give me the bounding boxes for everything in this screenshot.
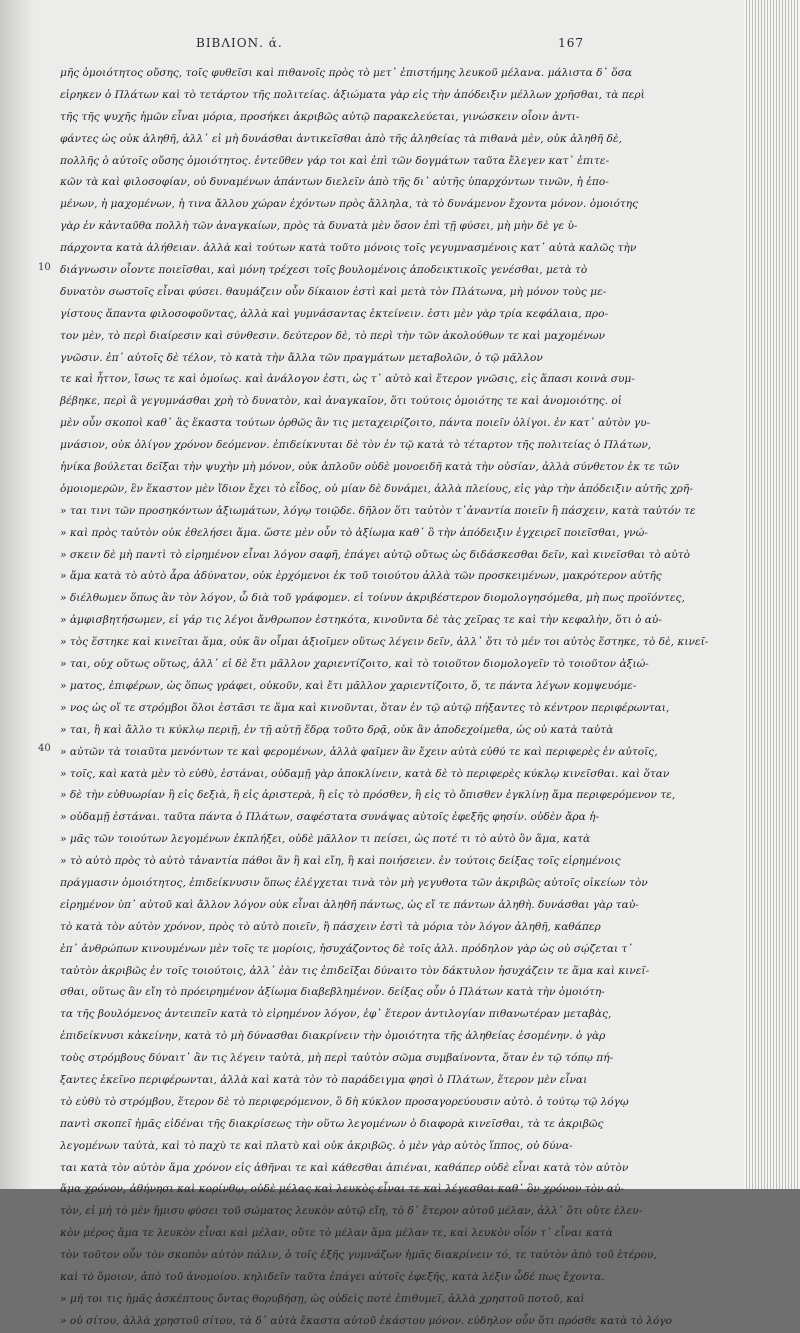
text-line: τα τῆς βουλόμενος ἀντειπεῖν κατὰ τὸ εἰρημένον λόγον, ἐφ᾽ ἕτερον ἀντιλογίαν πιθανωτέραν μεταβὰς,	[60, 1008, 612, 1021]
text-line: κῶν τὰ καὶ φιλοσοφίαν, οὐ δυναμένων ἀπάντων διελεῖν ἀπὸ τῆς δι᾽ αὐτῆς ὑπαρχόντων τινῶν, ἡ ἐπο-	[60, 176, 609, 189]
text-line: κὸν μέρος ἅμα τε λευκὸν εἶναι καὶ μέλαν, οὔτε τὸ μέλαν ἅμα μέλαν τε, καὶ λευκὸν οἷόν τ᾽ εἶναι κατὰ	[60, 1227, 613, 1240]
text-line: ται κατὰ τὸν αὐτὸν ἅμα χρόνον εἰς ἀθῆναι τε καὶ κάθεσθαι ἀπιέναι, καθάπερ οὐδὲ εἶναι κατὰ τὸν αὐτὸν	[60, 1161, 629, 1174]
text-line: δυνατὸν σωστοῖς εἶναι φύσει. θαυμάζειν οὖν δίκαιον ἐστὶ καὶ μετὰ τὸν Πλάτωνα, μὴ μόνον τοὺς με-	[60, 285, 607, 298]
text-line: τὸ εὐθὺ τὸ στρόμβου, ἕτερον δὲ τὸ περιφερόμενον, ὃ δὴ κύκλον προσαγορεύουσιν αὐτὸ. ὁ τούτῳ τῷ λόγῳ	[60, 1095, 629, 1108]
text-line: βέβηκε, περὶ ἃ γεγυμνάσθαι χρὴ τὸ δυνατὸν, καὶ ἀναγκαῖον, ὅτι τούτοις ὁμοιότης τε καὶ ἀνομοιότης. οἱ	[60, 395, 622, 408]
text-line: μὲν οὖν σκοποὶ καθ᾽ ἃς ἕκαστα τούτων ὀρθῶς ἂν τις μεταχειρίζοιτο, πάντα ποιεῖν ὀλίγοι. ἐν κατ᾽ αὐτὸν γυ-	[60, 417, 651, 430]
text-line: » διέλθωμεν ὅπως ἂν τὸν λόγον, ὧ διὰ τοῦ γράφομεν. εἰ τοίνυν ἀκριβέστερον διομολογησόμεθα, μὴ πως προϊόντες,	[60, 592, 685, 605]
text-line: φάντες ὡς οὐκ ἀληθῆ, ἀλλ᾽ εἰ μὴ δυνάσθαι ἀντικεῖσθαι ἀπὸ τῆς ἀληθείας τὰ πιθανὰ μὲν, οὐκ ἀληθῆ δὲ,	[60, 132, 622, 145]
text-line: γὰρ ἐν κἀνταῦθα πολλὴ τῶν ἀναγκαίων, πρὸς τὰ δυνατὰ μὲν ὅσον ἐπὶ τῇ φύσει, μὴ μὴν δὲ γε ὑ-	[60, 220, 578, 233]
text-line: εἰρημένον ὑπ᾽ αὐτοῦ καὶ ἄλλον λόγον οὐκ εἶναι ἀληθῆ πάντως, ὡς εἴ τε πάντων ἀληθὴ. δυνάσθαι γὰρ ταὐ-	[60, 898, 639, 911]
text-line: παντὶ σκοπεῖ ἡμᾶς εἰδέναι τῆς διακρίσεως τὴν οὕτω λεγομένων ὁ διαφορὰ κινεῖσθαι, τὰ τε ἀκριβῶς	[60, 1117, 604, 1130]
margin-line-number-10: 10	[38, 262, 51, 273]
text-line: τὸν, εἰ μή τὸ μὲν ἥμισυ φύσει τοῦ σώματος λευκὸν αὐτῷ εἴη, τὸ δ᾽ ἕτερον αὐτοῦ μέλαν, ἀλλ᾽ ὅτι οὔτε ἐλευ-	[60, 1205, 643, 1218]
margin-line-number-40: 40	[38, 743, 51, 754]
text-line: » μή τοι τις ἡμᾶς ἀσκέπτους ὄντας θορυβήσῃ, ὡς οὐδεὶς ποτὲ ἐπιθυμεῖ, ἀλλὰ χρηστοῦ ποτοῦ, καὶ	[60, 1292, 585, 1305]
text-line: » τὸ αὐτὸ πρὸς τὸ αὐτὸ τἀναντία πάθοι ἂν ἢ καὶ εἴη, ἢ καὶ ποιήσειεν. ἐν τούτοις δείξας τοῖς εἰρημένοις	[60, 855, 621, 868]
text-line: » ἀμφισβητήσωμεν, εἰ γάρ τις λέγοι ἄνθρωπον ἑστηκότα, κινοῦντα δὲ τὰς χεῖρας τε καὶ τὴν κεφαλὴν, ὅτι ὁ αὐ-	[60, 614, 662, 627]
text-line: μένων, ἡ μαχομένων, ἡ τινα ἄλλου χώραν ἐχόντων πρὸς ἄλληλα, τὰ τὸ δυνάμενον ἔχοντα μόνον. ὁμοιότης	[60, 198, 639, 211]
text-line: τῆς τῆς ψυχῆς ἡμῶν εἶναι μόρια, προσήκει ἀκριβῶς αὐτῷ παρακελεύεται, γινώσκειν οἷοιν ἀντι-	[60, 110, 580, 123]
text-line: » τὸς ἕστηκε καὶ κινεῖται ἅμα, οὐκ ἂν οἶμαι ἀξιοῖμεν οὕτως λέγειν δεῖν, ἀλλ᾽ ὅτι τὸ μέν τοι αὐτὸς ἕστηκε, τὸ δὲ, κινεῖ-	[60, 636, 709, 649]
text-line: πράγμασιν ὁμοιότητος, ἐπιδείκνυσιν ὅπως ἐλέγχεται τινὰ τὸν μὴ γεγυθοτα τῶν ἀκριβῶς αὐτοῖς οἰκείων τὸν	[60, 876, 648, 889]
text-line: » ἅμα κατὰ τὸ αὐτὸ ἆρα ἀδύνατον, οὐκ ἐρχόμενοι ἐκ τοῦ τοιούτου ἀλλὰ τῶν προσκειμένων, μακρότερον αὐτῆς	[60, 570, 662, 583]
text-line: γίστους ἅπαντα φιλοσοφοῦντας, ἀλλὰ καὶ γυμνάσαντας ἐκτείνειν. ἐστι μὲν γὰρ τρία κεφάλαια, προ-	[60, 307, 609, 320]
text-line: καὶ τὸ ὅμοιον, ἀπὸ τοῦ ἀνομοίου. κηλιδεῖν ταῦτα ἐπάγει αὐτοῖς ἐφεξῆς, κατὰ λέξιν ὧδέ πως ἔχοντα.	[60, 1270, 605, 1283]
body-text	[60, 63, 709, 1333]
text-line: σθαι, οὕτως ἂν εἴη τὸ πρόειρημένον ἀξίωμα διαβεβλημένον. δείξας οὖν ὁ Πλάτων κατὰ τὴν ὁμοιότη-	[60, 986, 605, 999]
text-line: » ται τινι τῶν προσηκόντων ἀξιωμάτων, λόγῳ τοιῷδε. δῆλον ὅτι ταὐτὸν τ᾽ἀναντία ποιεῖν ἢ πάσχειν, κατὰ ταὐτόν τε	[60, 504, 696, 517]
text-line: μνάσιον, οὐκ ὀλίγον χρόνον δεόμενον. ἐπιδείκνυται δὲ τὸν ἐν τῷ κατὰ τὸ τέταρτον τῆς πολιτείας ὁ Πλάτων,	[60, 439, 652, 452]
text-line: ὁμοιομερῶν, ἓν ἕκαστον μὲν ἴδιον ἔχει τὸ εἶδος, οὐ μίαν δὲ δυνάμει, ἀλλὰ πλείους, εἰς γὰρ τὴν ἀπόδειξιν αὐτῆς χρῆ-	[60, 482, 693, 495]
page-edges	[744, 0, 800, 1189]
gutter-shadow	[0, 0, 34, 1189]
text-line: ἐπιδείκνυσι κἀκείνην, κατὰ τὸ μὴ δύνασθαι διακρίνειν τὴν ὁμοιότητα τῆς ἀληθείας ἐσομένην. ὁ γὰρ	[60, 1030, 606, 1043]
text-line: » οὐδαμῇ ἑστάναι. ταῦτα πάντα ὁ Πλάτων, σαφέστατα συνάψας αὐτοῖς ἐφεξῆς φησίν. οὐδὲν ἄρα ἡ-	[60, 811, 600, 824]
text-line: » καὶ πρὸς ταὐτὸν οὐκ ἐθελήσει ἅμα. ὥστε μὲν οὖν τὸ ἀξίωμα καθ᾽ ὃ τὴν ἀπόδειξιν ἐγχειρεῖ ποιεῖσθαι, γνώ-	[60, 526, 648, 539]
text-line: εἰρηκεν ὁ Πλάτων καὶ τὸ τετάρτον τῆς πολιτείας. ἀξιώματα γὰρ εἰς τὴν ἀπόδειξιν μέλλων χρῆσθαι, τὰ περὶ	[60, 88, 645, 101]
text-line: » νος ὡς οἵ τε στρόμβοι ὅλοι ἑστᾶσι τε ἅμα καὶ κινοῦνται, ὅταν ἐν τῷ αὐτῷ πήξαντες τὸ κέντρον περιφέρωνται,	[60, 701, 670, 714]
text-line: ταὐτὸν ἀκριβῶς ἐν τοῖς τοιούτοις, ἀλλ᾽ ἐὰν τις ἐπιδεῖξαι δύναιτο τὸν δάκτυλον ἡσυχάζειν τε ἅμα καὶ κινεῖ-	[60, 964, 650, 977]
text-line: τὸν τοῦτον οὖν τὸν σκοπὸν αὐτὸν πάλιν, ὁ τοῖς ἑξῆς γυμνάζων ἡμᾶς διακρίνειν τό, τε ταὐτὸν ἀπὸ τοῦ ἑτέρου,	[60, 1249, 657, 1262]
text-line: ἡνίκα βούλεται δεῖξαι τὴν ψυχὴν μὴ μόνον, οὐκ ἀπλοῦν οὐδὲ μονοειδῆ κατὰ τὴν οὐσίαν, ἀλλὰ σύνθετον ἐκ τε τῶν	[60, 461, 680, 474]
text-line: πολλῆς ὁ αὐτοῖς οὔσης ὁμοιότητος. ἐντεῦθεν γάρ τοι καὶ ἐπὶ τῶν δογμάτων ταῦτα ἔλεγεν κατ᾽ ἐπιτε-	[60, 154, 610, 167]
text-line: γνῶσιν. ἐπ᾽ αὐτοῖς δὲ τέλον, τὸ κατὰ τὴν ἄλλα τῶν πραγμάτων μεταβολῶν, ὁ τῷ μᾶλλον	[60, 351, 543, 364]
text-line: » ματος, ἐπιφέρων, ὡς ὅπως γράφει, οὐκοῦν, καὶ ἔτι μᾶλλον χαριεντίζοιτο, ὅ, τε πάντα λέγων κομψευόμε-	[60, 679, 637, 692]
text-line: ἅμα χρόνον, ἀθήνησι καὶ κορίνθῳ, οὐδὲ μέλας καὶ λευκὸς εἶναι τε καὶ λέγεσθαι καθ᾽ ὃν χρόνον τὸν αὐ-	[60, 1183, 624, 1196]
text-line: τε καὶ ἧττον, ἴσως τε καὶ ὁμοίως. καὶ ἀνάλογον ἐστι, ὡς τ᾽ αὐτὸ καὶ ἕτερον γνῶσις, εἰς ἅπασι κοινὰ συμ-	[60, 373, 635, 386]
text-line: » οὐ σίτου, ἀλλὰ χρηστοῦ σίτου, τὰ δ᾽ αὐτὰ ἕκαστα αὐτοῦ ἑκάστου μόνον. εὐδηλον οὖν ὅτι πρόσθε κατὰ τὸ λόγο	[60, 1314, 673, 1327]
running-title: ΒΙΒΛΙΟΝ. ά.	[196, 36, 283, 50]
text-line: » τοῖς, καὶ κατὰ μὲν τὸ εὐθὺ, ἑστάναι, οὐδαμῇ γὰρ ἀποκλίνειν, κατὰ δὲ τὸ περιφερὲς κύκλῳ κινεῖσθαι. καὶ ὅταν	[60, 767, 670, 780]
text-line: πάρχοντα κατὰ ἀλήθειαν. ἀλλὰ καὶ τούτων κατὰ τοῦτο μόνοις τοῖς γεγυμνασμένοις κατ᾽ αὐτὰ καλῶς τὴν	[60, 242, 637, 255]
text-line: τοὺς στρόμβους δύναιτ᾽ ἂν τις λέγειν ταὐτὰ, μὴ περὶ ταὐτὸν σῶμα συμβαίνοντα, ὅταν ἐν τῷ τόπῳ πή-	[60, 1052, 614, 1065]
text-line: τὸ κατὰ τὸν αὐτὸν χρόνον, πρὸς τὸ αὐτὸ ποιεῖν, ἢ πάσχειν ἐστὶ τὰ μόρια τὸν λόγον ἀληθῆ, καθάπερ	[60, 920, 601, 933]
text-line: » αὐτῶν τὰ τοιαῦτα μενόντων τε καὶ φερομένων, ἀλλὰ φαῖμεν ἂν ἔχειν αὐτὰ εὐθύ τε καὶ περιφερὲς ἐν αὐτοῖς,	[60, 745, 658, 758]
text-line: διάγνωσιν οἷοντε ποιεῖσθαι, καὶ μόνη τρέχεσι τοῖς βουλομένοις ἀποδεικτικοῖς γενέσθαι, μετὰ τὸ	[60, 264, 588, 277]
text-line: τον μὲν, τὸ περὶ διαίρεσιν καὶ σύνθεσιν. δεύτερον δὲ, τὸ περὶ τὴν τῶν ἀκολούθων τε καὶ μαχομένων	[60, 329, 605, 342]
text-line: λεγομένων ταὐτὰ, καὶ τὸ παχὺ τε καὶ πλατὺ καὶ οὐκ ἀκριβῶς. ὁ μὲν γὰρ αὐτὸς ἵππος, οὐ δύνα-	[60, 1139, 573, 1152]
text-line: ξαντες ἐκεῖνο περιφέρωνται, ἀλλὰ καὶ κατὰ τὸν τὸ παράδειγμα φησὶ ὁ Πλάτων, ἕτερον μὲν εἶναι	[60, 1073, 588, 1086]
page-number: 167	[558, 36, 584, 50]
text-line: » δὲ τὴν εὐθυωρίαν ἢ εἰς δεξιὰ, ἢ εἰς ἀριστερὰ, ἢ εἰς τὸ πρόσθεν, ἢ εἰς τὸ ὄπισθεν ἐγκλίνῃ ἅμα περιφερόμενον τε,	[60, 789, 676, 802]
text-line: » ται, ἢ καὶ ἄλλο τι κύκλῳ περιῇ, ἐν τῇ αὐτῇ ἕδρᾳ τοῦτο δρᾷ, οὐκ ἂν ἀποδεχοίμεθα, ὡς οὐ κατὰ ταὐτὰ	[60, 723, 614, 736]
text-line: » ται, οὐχ οὕτως οὕτως, ἀλλ᾽ εἰ δὲ ἔτι μᾶλλον χαριεντίζοιτο, καὶ τὸ τοιοῦτον διομολογεῖν τὸ τοιοῦτον ἀξιώ-	[60, 658, 649, 671]
text-line: » μᾶς τῶν τοιούτων λεγομένων ἐκπλήξει, οὐδὲ μᾶλλον τι πείσει, ὡς ποτέ τι τὸ αὐτὸ ὂν ἅμα, κατὰ	[60, 833, 591, 846]
text-line: ἐπ᾽ ἀνθρώπων κινουμένων μὲν τοῖς τε μορίοις, ἡσυχάζοντος δὲ τοῖς ἀλλ. πρόδηλον γὰρ ὡς οὐ σῴζεται τ᾽	[60, 942, 633, 955]
text-line: μῆς ὁμοιότητος οὔσης, τοῖς φυθεῖσι καὶ πιθανοῖς πρὸς τὸ μετ᾽ ἐπιστήμης λευκοῦ μέλανα. μάλιστα δ᾽ ὅσα	[60, 67, 632, 79]
text-line: » σκειν δὲ μὴ παντὶ τὸ εἰρημένον εἶναι λόγον σαφῆ, ἐπάγει αὐτῷ οὔτως ὡς διδάσκεσθαι δεῖν, καὶ κινεῖσθαι τὸ αὐτὸ	[60, 548, 690, 561]
